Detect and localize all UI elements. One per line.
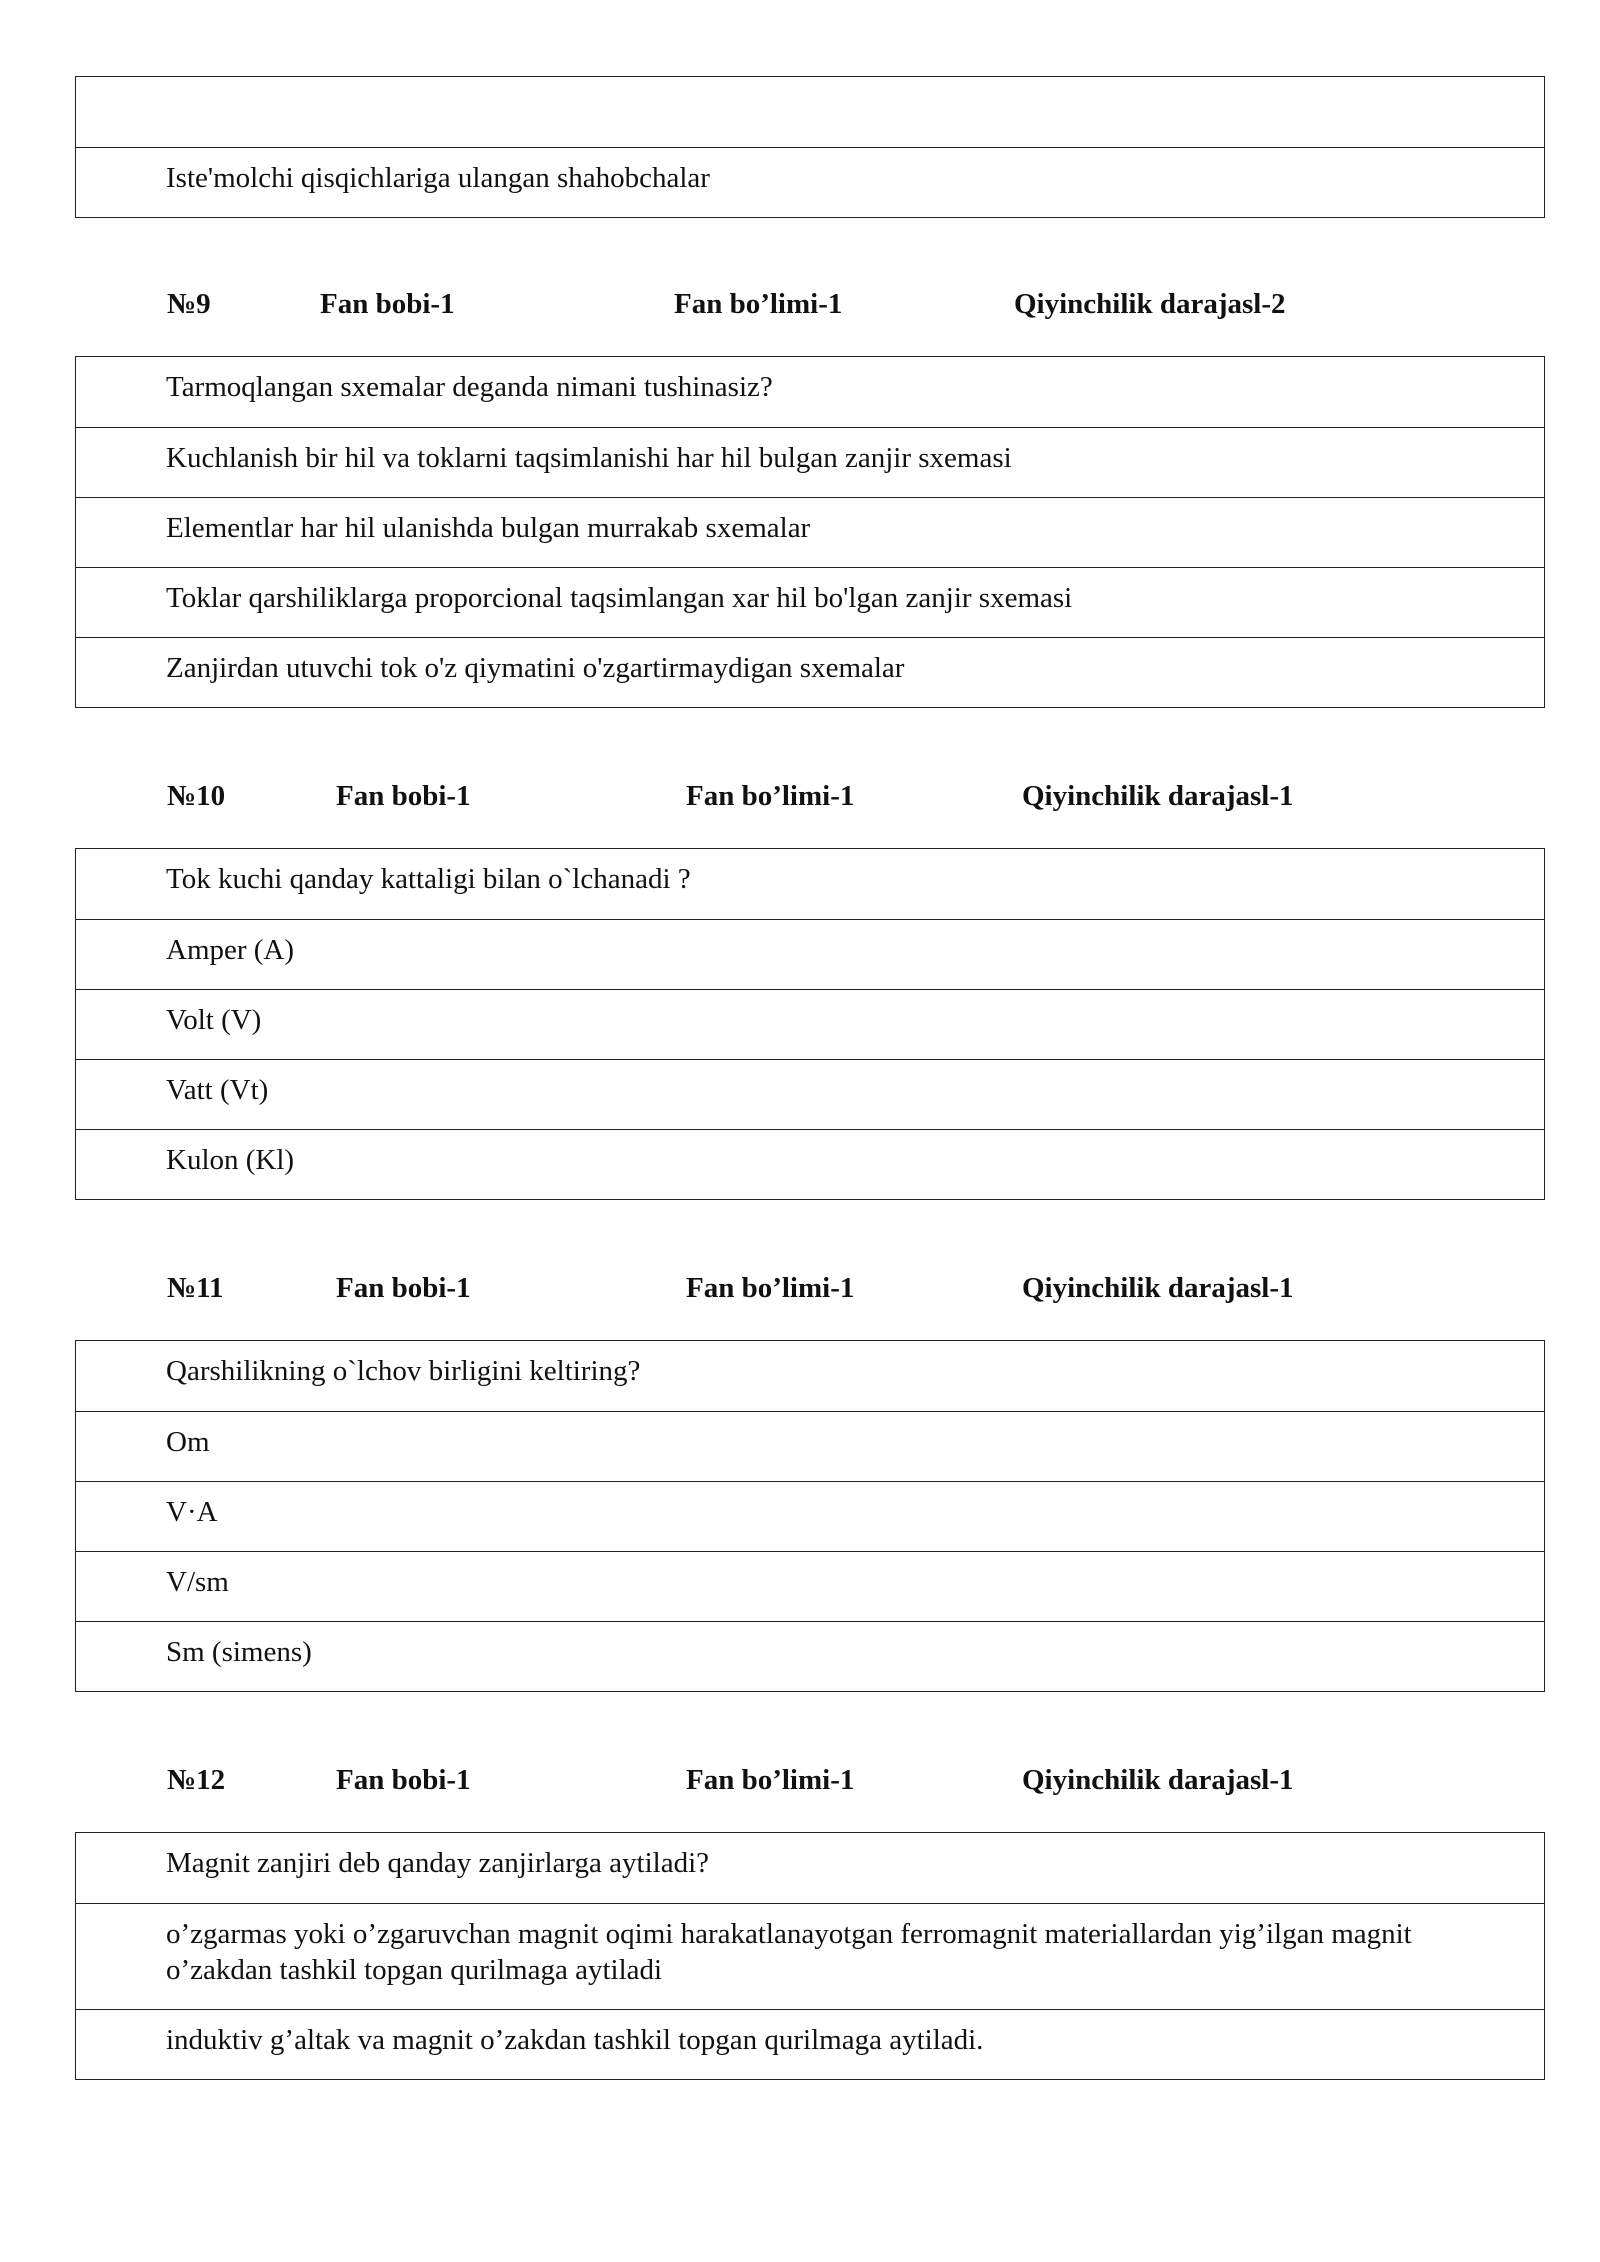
fan-bobi-label: Fan bobi-1 <box>320 288 455 320</box>
answer-option: Volt (V) <box>76 989 1544 1059</box>
answer-option: Kuchlanish bir hil va toklarni taqsimlanishi har hil bulgan zanjir sxemasi <box>76 427 1544 497</box>
difficulty-label: Qiyinchilik darajasl-2 <box>1014 288 1286 320</box>
difficulty-label: Qiyinchilik darajasl-1 <box>1022 780 1294 812</box>
question-text: Tarmoqlangan sxemalar deganda nimani tushinasiz? <box>166 371 773 403</box>
fan-bolimi-label: Fan bo’limi-1 <box>686 780 855 812</box>
difficulty-label: Qiyinchilik darajasl-1 <box>1022 1764 1294 1796</box>
answer-option: induktiv g’altak va magnit o’zakdan tashkil topgan qurilmaga aytiladi. <box>76 2009 1544 2079</box>
fan-bobi-label: Fan bobi-1 <box>336 1272 471 1304</box>
fan-bobi-label: Fan bobi-1 <box>336 780 471 812</box>
fan-bolimi-label: Fan bo’limi-1 <box>686 1272 855 1304</box>
answer-option: Vatt (Vt) <box>76 1059 1544 1129</box>
question-table-12 <box>75 1832 1545 2080</box>
question-text: Qarshilikning o`lchov birligini keltiring? <box>166 1355 641 1387</box>
answer-option: Amper (A) <box>76 919 1544 989</box>
question-header-10 <box>0 780 1600 820</box>
question-table-9 <box>75 356 1545 708</box>
answer-option: Elementlar har hil ulanishda bulgan murrakab sxemalar <box>76 497 1544 567</box>
question-text: Tok kuchi qanday kattaligi bilan o`lchanadi ? <box>166 863 691 895</box>
answer-option: V/sm <box>76 1551 1544 1621</box>
question-header-12 <box>0 1764 1600 1804</box>
answer-table-prev <box>75 76 1545 218</box>
answer-row: Iste'molchi qisqichlariga ulangan shahobchalar <box>76 147 1544 217</box>
fan-bobi-label: Fan bobi-1 <box>336 1764 471 1796</box>
answer-option: Toklar qarshiliklarga proporcional taqsimlangan xar hil bo'lgan zanjir sxemasi <box>76 567 1544 637</box>
answer-option: o’zgarmas yoki o’zgaruvchan magnit oqimi harakatlanayotgan ferromagnit materiallardan yig’ilgan magnit o’zakdan tashkil topgan qurilmaga aytiladi <box>76 1903 1544 2009</box>
question-number: №12 <box>167 1764 226 1796</box>
question-number: №10 <box>167 780 226 812</box>
fan-bolimi-label: Fan bo’limi-1 <box>674 288 843 320</box>
answer-row-empty <box>76 77 1544 147</box>
question-header-11 <box>0 1272 1600 1312</box>
fan-bolimi-label: Fan bo’limi-1 <box>686 1764 855 1796</box>
answer-option: Zanjirdan utuvchi tok o'z qiymatini o'zgartirmaydigan sxemalar <box>76 637 1544 707</box>
answer-option: Kulon (Kl) <box>76 1129 1544 1199</box>
answer-option: Sm (simens) <box>76 1621 1544 1691</box>
answer-option: V·A <box>76 1481 1544 1551</box>
question-table-11 <box>75 1340 1545 1692</box>
answer-option: Om <box>76 1411 1544 1481</box>
question-number: №11 <box>167 1272 224 1304</box>
question-text: Magnit zanjiri deb qanday zanjirlarga aytiladi? <box>166 1847 709 1879</box>
question-number: №9 <box>167 288 211 320</box>
difficulty-label: Qiyinchilik darajasl-1 <box>1022 1272 1294 1304</box>
question-table-10 <box>75 848 1545 1200</box>
question-header-9 <box>0 288 1600 328</box>
